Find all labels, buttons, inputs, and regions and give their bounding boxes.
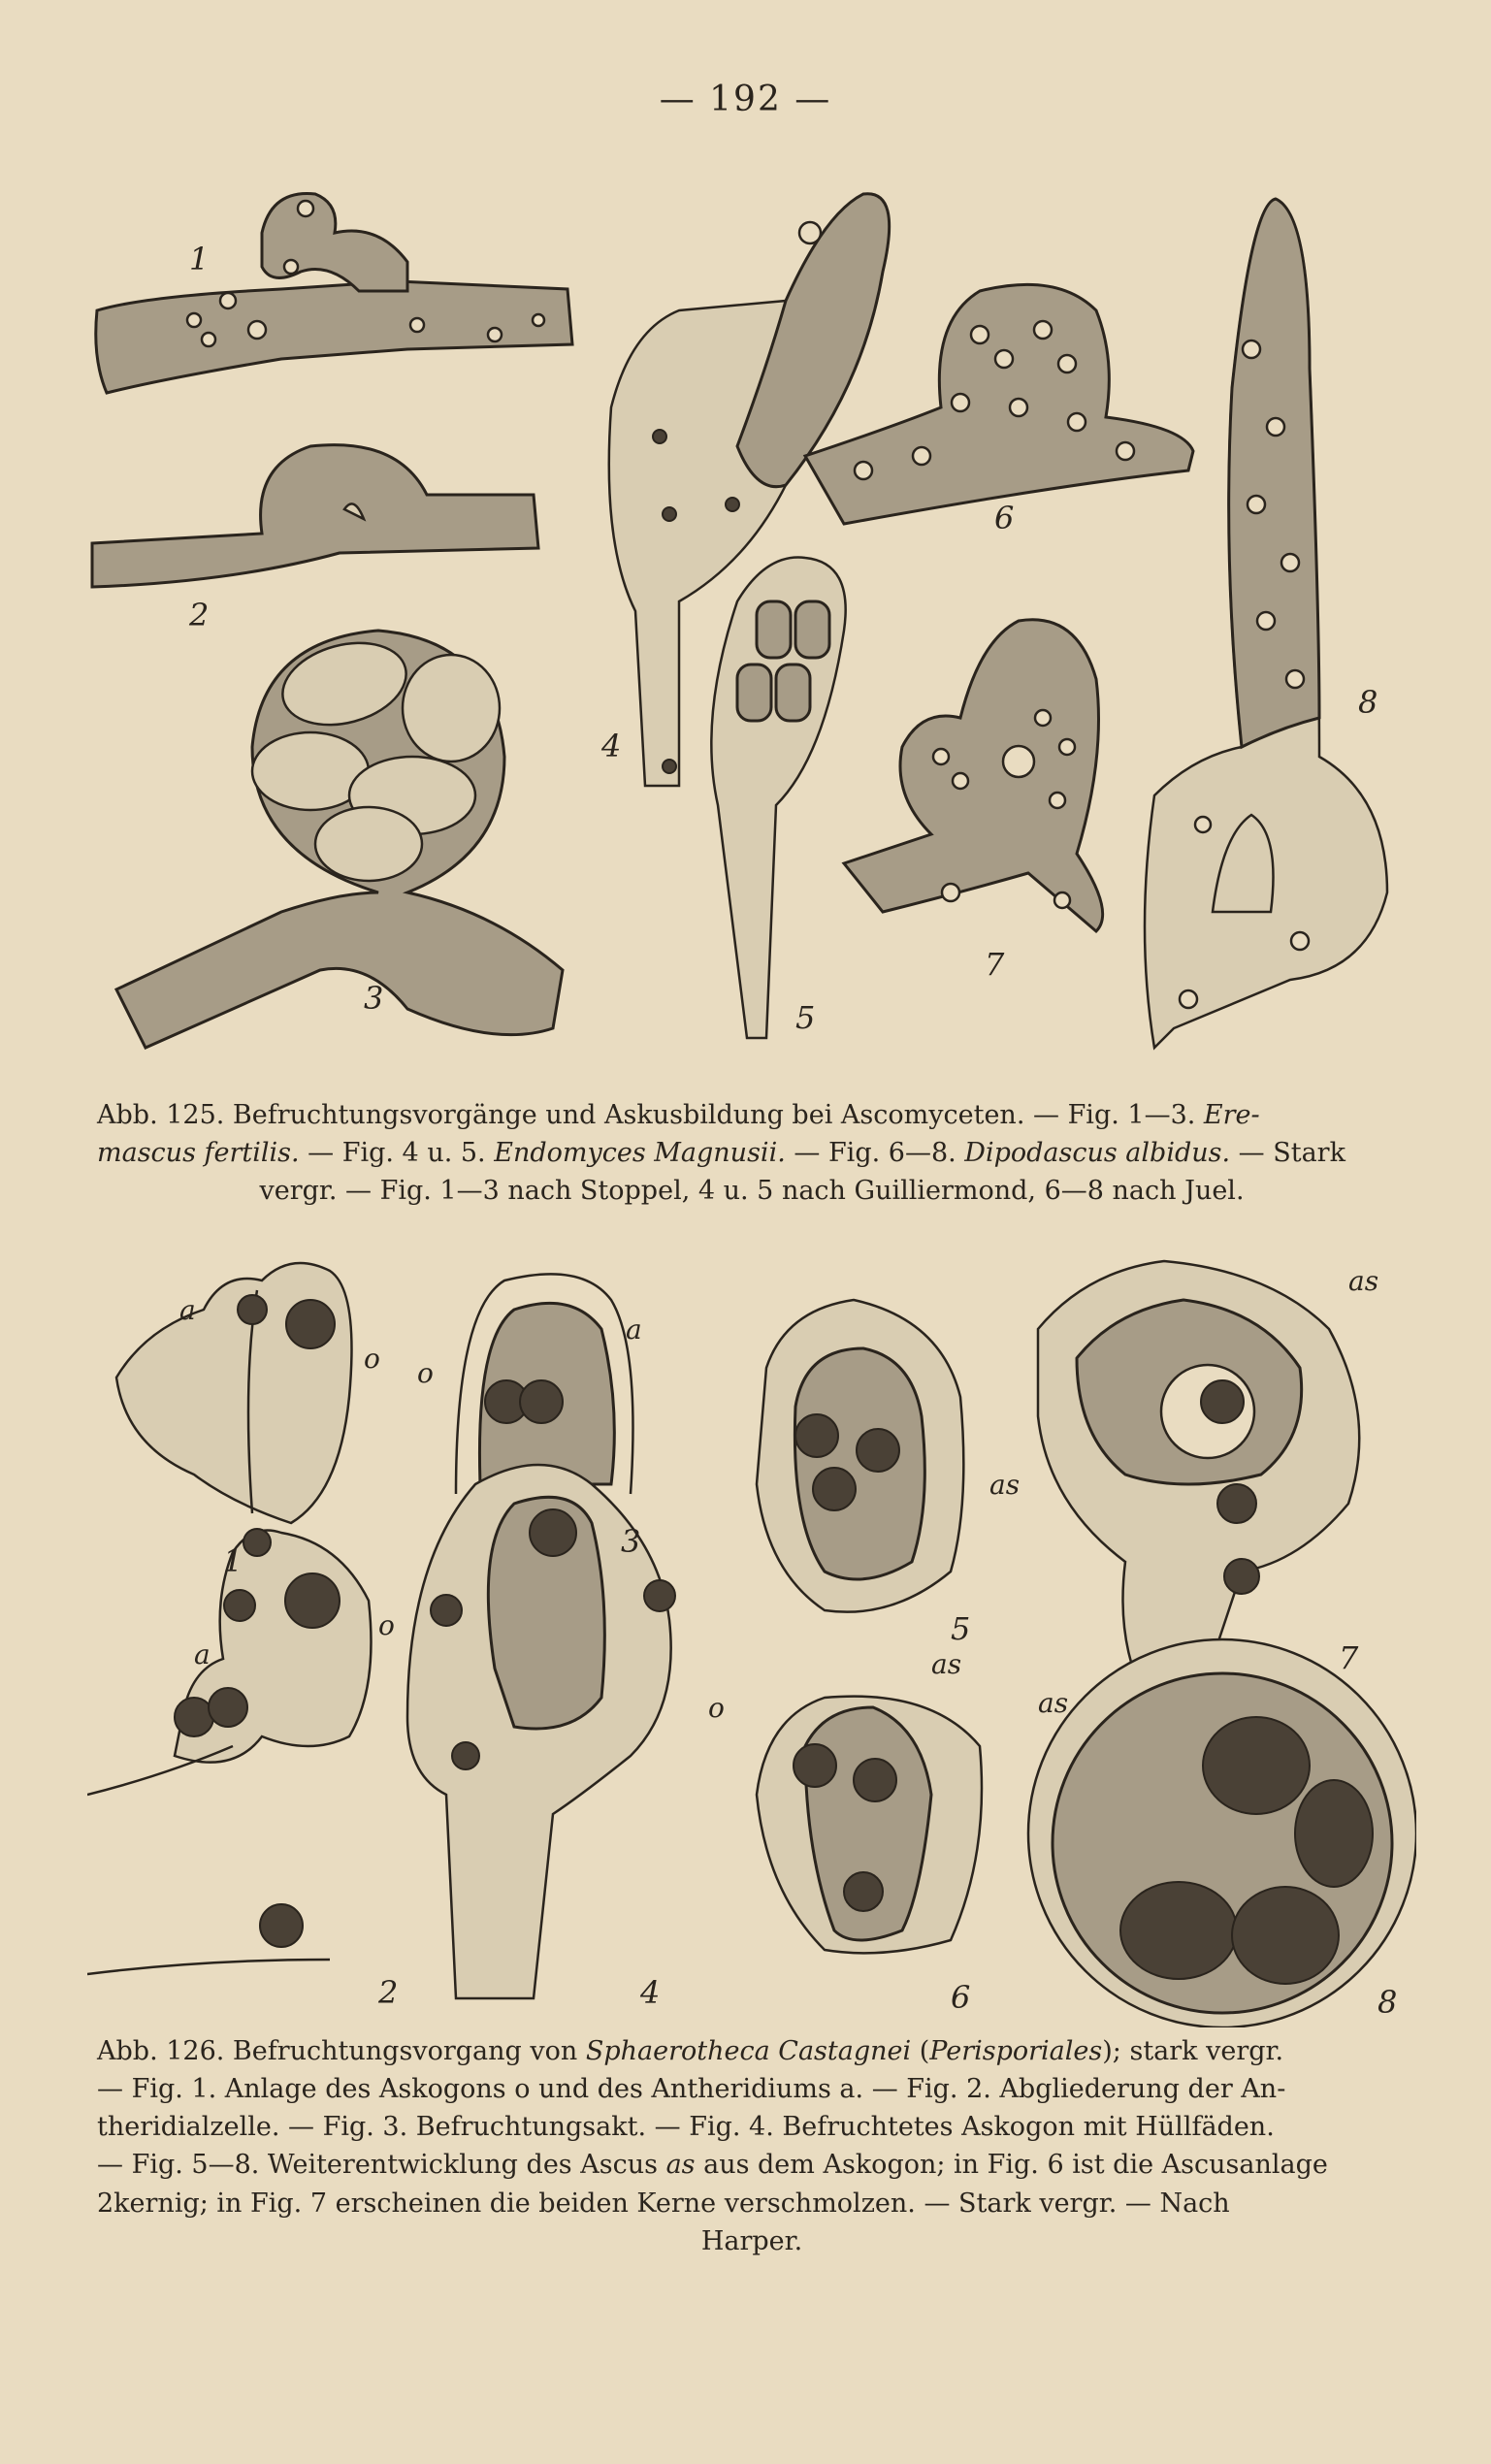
fig126-6-letter-as: as <box>931 1648 962 1680</box>
fig126-5-letter-as: as <box>989 1469 1021 1501</box>
fig125-label-7: 7 <box>985 946 1005 983</box>
figure-125-caption <box>97 1096 1407 1210</box>
caption-125-line-1: Abb. 125. Befruchtungsvorgänge und Askusbildung bei Ascomyceten. — Fig. 1—3. Ere- <box>97 1100 1260 1130</box>
figure-125-plate <box>87 175 1416 1067</box>
fig126-2-letter-a: a <box>194 1638 211 1670</box>
fig126-2-cells <box>87 1529 372 1974</box>
fig126-1-letter-o: o <box>364 1343 380 1375</box>
fig126-3-letter-a: a <box>626 1313 642 1345</box>
fig126-label-6: 6 <box>951 1979 971 2016</box>
fig126-label-1: 1 <box>223 1542 243 1579</box>
fig126-1-letter-a: a <box>179 1294 196 1326</box>
fig125-3-ascus <box>116 631 563 1048</box>
fig126-label-8: 8 <box>1378 1984 1398 2021</box>
caption-126-line-3: theridialzelle. — Fig. 3. Befruchtungsakt. — Fig. 4. Befruchtetes Askogon mit Hüllfäden. <box>97 2112 1275 2143</box>
caption-126-line-5: 2kernig; in Fig. 7 erscheinen die beiden Kerne verschmolzen. — Stark vergr. — Nach <box>97 2188 1230 2219</box>
page-number: — 192 — <box>659 80 832 119</box>
fig125-1-hypha <box>96 194 572 394</box>
fig125-label-5: 5 <box>795 999 816 1036</box>
figure-125-illustration <box>87 175 1416 1067</box>
fig126-1-cells <box>116 1263 352 1523</box>
fig125-label-3: 3 <box>364 980 384 1017</box>
fig126-7-ascus <box>1038 1261 1359 1698</box>
fig126-label-7: 7 <box>1339 1639 1359 1676</box>
caption-126-line-2: — Fig. 1. Anlage des Askogons o und des Antheridiums a. — Fig. 2. Abgliederung der An- <box>97 2074 1286 2105</box>
caption-125-line-3: vergr. — Fig. 1—3 nach Stoppel, 4 u. 5 nach Guilliermond, 6—8 nach Juel. <box>259 1176 1245 1207</box>
figure-126-illustration <box>87 1251 1416 2027</box>
fig125-label-4: 4 <box>601 728 622 764</box>
fig125-8-ascus <box>1145 199 1387 1048</box>
fig125-2-hypha <box>92 445 538 587</box>
figure-126-plate <box>87 1251 1416 2027</box>
fig125-5-ascus <box>711 558 845 1038</box>
fig126-8-ascus <box>1028 1639 1416 2027</box>
fig126-4-letter-o: o <box>708 1692 725 1724</box>
fig126-5-ascus <box>757 1300 963 1612</box>
fig126-6-ascus <box>757 1697 982 1954</box>
fig125-7-branch <box>844 620 1103 931</box>
fig126-label-2: 2 <box>378 1974 399 2011</box>
fig126-3-ascogon <box>456 1274 633 1494</box>
fig126-label-3: 3 <box>621 1523 641 1560</box>
fig125-label-6: 6 <box>994 500 1015 536</box>
caption-126-line-6: Harper. <box>700 2225 803 2256</box>
fig126-label-5: 5 <box>951 1610 971 1647</box>
fig126-3-letter-o: o <box>417 1357 434 1389</box>
fig126-label-4: 4 <box>640 1974 661 2011</box>
fig126-8-letter-as: as <box>1038 1687 1069 1719</box>
fig126-7-letter-as: as <box>1348 1265 1379 1297</box>
fig125-label-8: 8 <box>1358 684 1378 721</box>
caption-125-line-2: mascus fertilis. — Fig. 4 u. 5. Endomyces Magnusii. — Fig. 6—8. Dipodascus albidus. — Stark <box>97 1138 1345 1169</box>
fig125-label-2: 2 <box>189 597 210 633</box>
fig125-label-1: 1 <box>189 241 210 277</box>
fig126-2-letter-o: o <box>378 1609 395 1641</box>
caption-126-line-4: — Fig. 5—8. Weiterentwicklung des Ascus as aus dem Askogon; in Fig. 6 ist die Ascusanlage <box>97 2150 1328 2181</box>
figure-126-caption <box>97 2032 1407 2260</box>
caption-126-line-1: Abb. 126. Befruchtungsvorgang von Sphaerotheca Castagnei (Perisporiales); stark vergr. <box>97 2036 1284 2066</box>
